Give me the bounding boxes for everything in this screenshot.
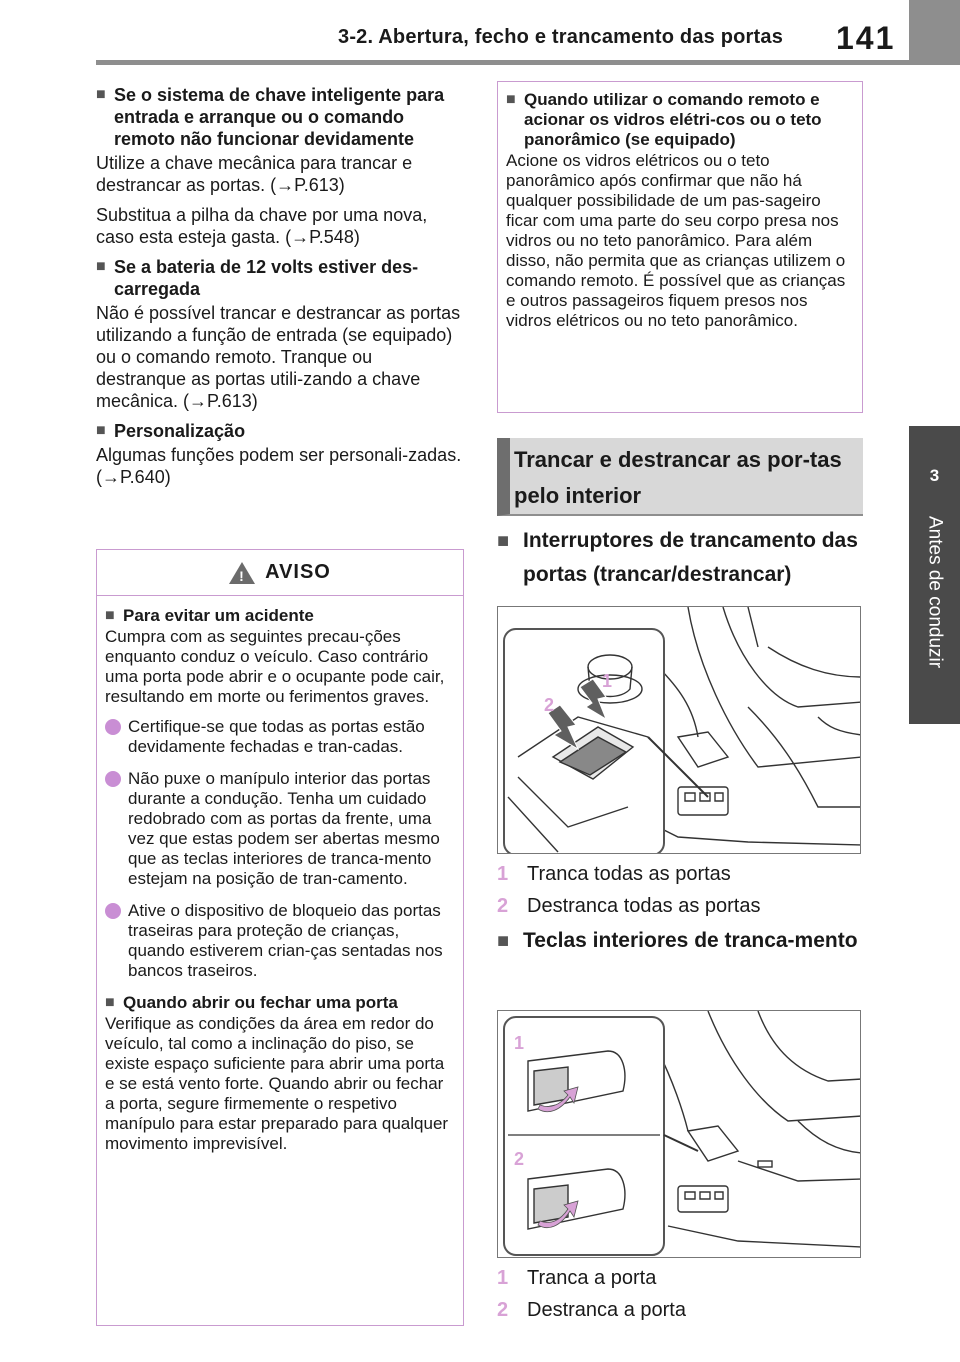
door-lock-switch-illustration	[498, 607, 861, 854]
warning-paragraph: Cumpra com as seguintes precau-ções enquanto conduz o veículo. Caso contrário uma porta pode abrir e o ocupante pode cair, resultando em morte ou ferimentos graves.	[105, 627, 445, 706]
legend-item: 2 Destranca a porta	[497, 1299, 686, 1321]
paragraph: Algumas funções podem ser personali-zadas. (→P.640)	[96, 445, 462, 487]
legend-item: 1 Tranca todas as portas	[497, 863, 731, 885]
round-bullet-icon	[105, 719, 121, 735]
paragraph: Substitua a pilha da chave por uma nova, caso esta esteja gasta. (→P.548)	[96, 205, 428, 247]
warning-paragraph: Verifique as condições da área em redor do veículo, tal como a inclinação do piso, se existe espaço suficiente para abrir uma porta e se está vento forte. Quando abrir ou fechar a porta, segure firmemente o respetivo manípulo para estar preparado para qualquer movimento imprevisível.	[105, 1014, 449, 1153]
warning-box	[96, 549, 464, 1326]
header-tab	[909, 0, 960, 60]
callout-2: 2	[544, 695, 555, 715]
callout-1: 1	[514, 1033, 525, 1053]
square-bullet-icon: ■	[497, 530, 510, 552]
page-number: 141	[836, 20, 896, 56]
note-subheading: ■ Quando utilizar o comando remoto e acionar os vidros elétri-cos ou o teto panorâmico (se equipado)	[506, 90, 822, 149]
paragraph: Utilize a chave mecânica para trancar e destrancar as portas. (→P.613)	[96, 153, 413, 195]
lock-switch-legend	[497, 858, 867, 922]
square-bullet-icon: ■	[105, 994, 115, 1011]
legend-item: 2 Destranca todas as portas	[497, 895, 761, 917]
legend-item: 1 Tranca a porta	[497, 1267, 657, 1289]
chapter-title: Antes de conduzir	[924, 516, 946, 669]
callout-2: 2	[514, 1149, 525, 1169]
square-bullet-icon: ■	[497, 930, 510, 952]
header-rule	[96, 60, 960, 65]
round-bullet-icon	[105, 903, 121, 919]
warning-bullet: Ative o dispositivo de bloqueio das portas traseiras para proteção de crianças, quando estiverem crian-ças sentadas nos bancos traseiros.	[105, 901, 455, 981]
inside-lock-button-illustration	[498, 1011, 861, 1258]
chapter-number: 3	[929, 466, 940, 485]
subsection-lock-switches	[497, 524, 867, 592]
left-column	[96, 80, 466, 496]
subheading-battery: ■ Se a bateria de 12 volts estiver des-carregada	[96, 257, 419, 299]
chapter-tab	[909, 426, 960, 724]
figure-inside-lock	[497, 1010, 861, 1258]
square-bullet-icon: ■	[96, 86, 106, 103]
note-paragraph: Acione os vidros elétricos ou o teto panorâmico após confirmar que não há qualquer possibilidade de um pas-sageiro ficar com uma parte do seu corpo presa nos vidros ou no teto panorâmico. Para além disso, não permita que as crianças utilizem o comando remoto. É possível que as crianças e outros passageiros fiquem presos nos vidros elétricos ou no teto panorâmico.	[506, 151, 846, 330]
warning-subheading: ■ Para evitar um acidente	[105, 606, 314, 625]
square-bullet-icon: ■	[506, 91, 516, 108]
subheading-customization: ■ Personalização	[96, 421, 246, 441]
warning-subheading: ■ Quando abrir ou fechar uma porta	[105, 993, 398, 1012]
square-bullet-icon: ■	[105, 607, 115, 624]
square-bullet-icon: ■	[96, 422, 106, 439]
round-bullet-icon	[105, 771, 121, 787]
section-heading: Trancar e destrancar as por-tas pelo interior	[497, 438, 863, 516]
subheading-smart-key: ■ Se o sistema de chave inteligente para entrada e arranque ou o comando remoto não funcionar devidamente	[96, 85, 445, 149]
subheading-lock-switches: ■ Interruptores de trancamento das portas (trancar/destrancar)	[497, 524, 867, 592]
callout-1: 1	[602, 671, 613, 691]
warning-bullet: Não puxe o manípulo interior das portas durante a condução. Tenha um cuidado redobrado com as portas da frente, uma vez que estas podem ser abertas mesmo que as teclas interiores de tranca-mento estejam na posição de tran-camento.	[105, 769, 455, 889]
note-box	[497, 81, 863, 413]
warning-triangle-icon: !	[229, 562, 255, 584]
inside-lock-legend	[497, 1262, 867, 1326]
warning-bullet: Certifique-se que todas as portas estão devidamente fechadas e tran-cadas.	[105, 717, 455, 757]
figure-lock-switches	[497, 606, 861, 854]
subheading-inside-lock: ■ Teclas interiores de tranca-mento	[497, 924, 867, 958]
subsection-inside-lock	[497, 924, 867, 958]
section-title: 3-2. Abertura, fecho e trancamento das portas	[338, 26, 784, 48]
warning-heading: ! AVISO	[97, 550, 463, 596]
paragraph: Não é possível trancar e destrancar as portas utilizando a função de entrada (se equipado) ou o comando remoto. Tranque ou destranque as portas utili-zando a chave mecânica. (→P.613)	[96, 303, 461, 411]
square-bullet-icon: ■	[96, 258, 106, 275]
